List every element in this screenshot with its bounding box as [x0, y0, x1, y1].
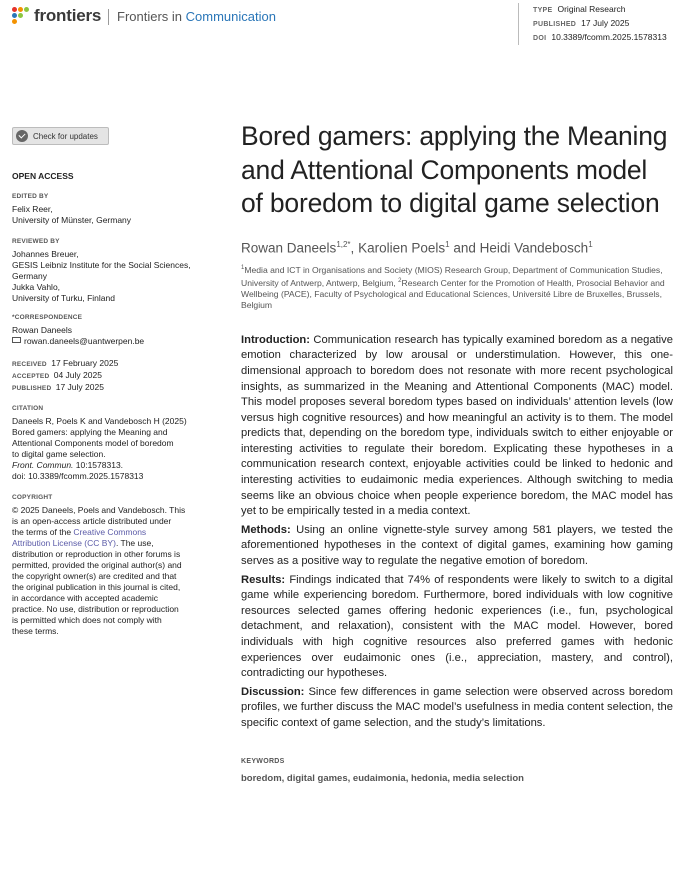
license-link[interactable]: Attribution License (CC BY)	[12, 538, 116, 548]
copyright-section	[12, 494, 212, 637]
reviewer-name: Johannes Breuer,	[12, 249, 79, 259]
citation-volume: 10:1578313.	[73, 460, 124, 470]
abstract-heading: Results:	[241, 573, 286, 586]
copyright-line: © 2025 Daneels, Poels and Vandebosch. This	[12, 505, 186, 515]
copyright-line: distribution or reproduction in other forums is	[12, 549, 181, 559]
editor-affiliation: University of Münster, Germany	[12, 215, 132, 225]
abstract-results	[241, 573, 673, 682]
author-separator: ,	[350, 240, 359, 255]
author-affil-sup: 1,2*	[336, 239, 351, 249]
citation-line: Daneels R, Poels K and Vandebosch H (2025)	[12, 416, 187, 426]
meta-published-label: PUBLISHED	[533, 21, 577, 28]
frontiers-logo-icon	[12, 7, 30, 25]
published-value: 17 July 2025	[55, 382, 104, 392]
meta-published-value: 17 July 2025	[581, 18, 630, 28]
copyright-line	[12, 527, 212, 538]
abstract-discussion	[241, 685, 673, 732]
article-meta	[518, 3, 667, 45]
abstract-heading: Methods:	[241, 523, 291, 536]
correspondence-name: Rowan Daneels	[12, 325, 73, 335]
citation-journal-line	[12, 460, 212, 471]
accepted-date	[12, 369, 212, 381]
keywords: boredom, digital games, eudaimonia, hedonia, media selection	[241, 772, 524, 784]
copyright-line: in accordance with accepted academic	[12, 593, 158, 603]
copyright-line: is an open-access article distributed under	[12, 516, 172, 526]
license-link[interactable]: Creative Commons	[73, 527, 147, 537]
author-affil-sup: 1	[588, 239, 593, 249]
reviewer-affiliation: Germany	[12, 271, 47, 281]
copyright-text: . The use,	[115, 538, 154, 548]
editor-name: Felix Reer,	[12, 204, 53, 214]
affil-sup: 1	[241, 265, 245, 271]
citation-line: to digital game selection.	[12, 449, 106, 459]
author-name[interactable]: Karolien Poels	[358, 240, 446, 255]
abstract-heading: Introduction:	[241, 333, 310, 346]
received-value: 17 February 2025	[51, 358, 119, 368]
published-label: PUBLISHED	[12, 385, 52, 392]
abstract-text: Findings indicated that 74% of respondents were likely to switch to a digital game while experiencing boredom. Furthermore, bored individuals with low cognitive resources selected games offering hedonic experiences (i.e., fun, psychological detachment, and relaxation), consistent with the MAC model. However, bored individuals with high cognitive resources also preferred games with hedonic experiences over eudaimonic ones (i.e., appreciation, mastery, and control), contradicting our hypotheses.	[241, 573, 673, 680]
meta-type	[533, 3, 667, 17]
reviewer-name: Jukka Vahlo,	[12, 282, 61, 292]
open-access-label: OPEN ACCESS	[12, 171, 74, 181]
copyright-line: the copyright owner(s) are credited and that	[12, 571, 177, 581]
abstract-text: Using an online vignette-style survey among 581 players, we tested the aforementioned hypotheses in the context of digital games, examining how gaming serves as a positive way to regulate the negative emotion of boredom.	[241, 523, 673, 568]
journal-accent: Communication	[185, 9, 276, 24]
keywords-label: KEYWORDS	[241, 757, 285, 765]
copyright-line: is permitted which does not comply with	[12, 615, 162, 625]
citation-doi: doi: 10.3389/fcomm.2025.1578313	[12, 471, 144, 481]
abstract-text: Since few differences in game selection were observed across boredom profiles, we further discuss the MAC model’s usefulness in media content selection, the specific context of game selection, and the study’s limitations.	[241, 685, 673, 729]
journal-prefix: Frontiers in	[117, 9, 186, 24]
copyright-line: these terms.	[12, 626, 59, 636]
citation-line: Attentional Components model of boredom	[12, 438, 174, 448]
affil-sup: 2	[398, 277, 402, 284]
reviewer-affiliation: University of Turku, Finland	[12, 293, 115, 303]
author-affil-sup: 1	[445, 239, 450, 249]
copyright-line	[12, 538, 212, 549]
author-name[interactable]: Heidi Vandebosch	[479, 240, 589, 255]
edited-by-section	[12, 193, 212, 226]
citation-section	[12, 405, 212, 482]
abstract-introduction	[241, 333, 673, 520]
author-list	[241, 240, 673, 256]
correspondence-section	[12, 314, 212, 347]
meta-published	[533, 17, 667, 31]
check-updates-button[interactable]	[12, 127, 109, 145]
abstract-text: Communication research has typically examined boredom as a negative emotion characterized by low arousal or understimulation. However, this one-dimensional approach to boredom does not resonate with more recent psychological insights, as summarized in the Meaning and Attentional Components (MAC) model. This model proposes several boredom types based on individuals’ attention levels (low versus high cognitive resources) and how meaningful an activity is to them. The model predicts that, depending on the boredom type, individuals switch to either enjoyable or interesting activities to regulate their boredom. Explicating these hypotheses in a communication research context, enjoyable activities could be linked to hedonic and interesting activities to eudaimonic media experiences. Although switching to media seems like an obvious choice when people experience boredom, the MAC model has yet to be empirically tested in a media context.	[241, 333, 673, 518]
correspondence-label: *CORRESPONDENCE	[12, 314, 83, 321]
published-date	[12, 381, 212, 393]
affiliation-2: Research Center for the Promotion of Health, Prosocial Behavior and Wellbeing (PACE), Faculty of Psychological and Educational Sciences, Université Libre de Bruxelles, Brussels, Belgium	[241, 277, 665, 310]
check-updates-label: Check for updates	[33, 131, 98, 141]
copyright-text: the terms of the	[12, 527, 74, 537]
abstract	[241, 333, 673, 732]
copyright-line: permitted, provided the original author(s) and	[12, 560, 182, 570]
check-icon	[16, 130, 28, 142]
author-separator: and	[449, 240, 480, 255]
reviewer-affiliation: GESIS Leibniz Institute for the Social Sciences,	[12, 260, 191, 270]
author-name[interactable]: Rowan Daneels	[241, 240, 337, 255]
email-text: rowan.daneels@uantwerpen.be	[24, 336, 145, 346]
reviewed-by-label: REVIEWED BY	[12, 238, 60, 245]
citation-label: CITATION	[12, 405, 44, 412]
copyright-line: the original publication in this journal is cited,	[12, 582, 181, 592]
correspondence-email[interactable]	[12, 336, 212, 347]
journal-name[interactable]	[117, 9, 276, 24]
citation-line: Bored gamers: applying the Meaning and	[12, 427, 168, 437]
article-title: Bored gamers: applying the Meaning and Attentional Components model of boredom to digital game selection	[241, 121, 668, 218]
meta-doi-label: DOI	[533, 35, 547, 42]
article-main	[241, 120, 673, 784]
accepted-label: ACCEPTED	[12, 373, 50, 380]
citation-journal: Front. Commun.	[12, 460, 74, 470]
affiliation-1: Media and ICT in Organisations and Society (MIOS) Research Group, Department of Communication Studies, University of Antwerp, Antwerp, Belgium,	[241, 264, 663, 288]
affiliations	[241, 263, 673, 311]
header-divider	[108, 9, 109, 25]
dates-section	[12, 357, 212, 393]
frontiers-logo[interactable]	[12, 6, 101, 26]
meta-type-label: TYPE	[533, 7, 553, 14]
article-sidebar	[12, 127, 212, 637]
copyright-label: COPYRIGHT	[12, 494, 53, 501]
received-date	[12, 357, 212, 369]
meta-doi	[533, 31, 667, 45]
meta-type-value: Original Research	[557, 4, 626, 14]
abstract-heading: Discussion:	[241, 685, 305, 698]
logo-text: frontiers	[34, 6, 102, 25]
edited-by-label: EDITED BY	[12, 193, 49, 200]
reviewed-by-section	[12, 238, 212, 304]
meta-doi-value[interactable]: 10.3389/fcomm.2025.1578313	[551, 32, 667, 42]
copyright-line: practice. No use, distribution or reproduction	[12, 604, 179, 614]
mail-icon	[12, 337, 21, 343]
accepted-value: 04 July 2025	[53, 370, 102, 380]
page-header	[0, 0, 685, 48]
abstract-methods	[241, 523, 673, 570]
received-label: RECEIVED	[12, 361, 47, 368]
